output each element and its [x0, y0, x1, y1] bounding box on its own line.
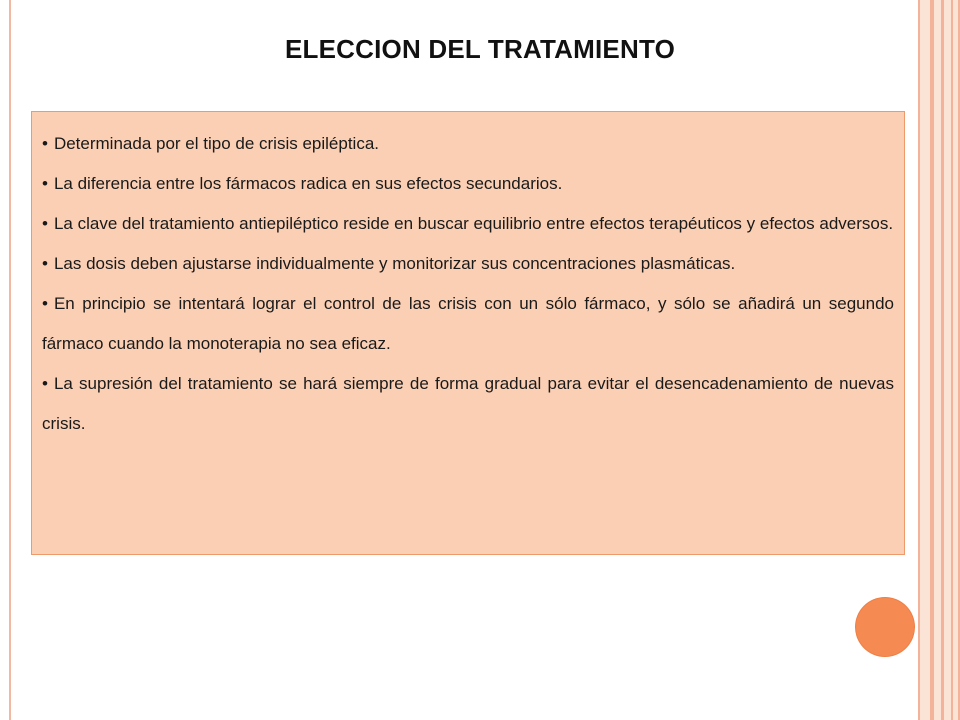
bullet-text: La supresión del tratamiento se hará siempre de forma gradual para evitar el desencadenamiento de nuevas crisis. — [42, 374, 894, 433]
left-border-line — [9, 0, 11, 720]
bullet-dot: • — [42, 134, 48, 153]
bullet-item — [42, 364, 894, 444]
bullet-dot: • — [42, 294, 48, 313]
right-decorative-band — [918, 0, 960, 720]
bullet-text: Las dosis deben ajustarse individualmente y monitorizar sus concentraciones plasmáticas. — [53, 254, 736, 273]
decorative-stripe — [930, 0, 934, 720]
slide-title: ELECCION DEL TRATAMIENTO — [285, 34, 675, 64]
bullet-text: La clave del tratamiento antiepiléptico reside en buscar equilibrio entre efectos terapéuticos y efectos adversos. — [53, 214, 894, 233]
bullet-item — [42, 284, 894, 364]
decorative-circle — [856, 598, 914, 656]
bullet-text: En principio se intentará lograr el control de las crisis con un sólo fármaco, y sólo se añadirá un segundo fármaco cuando la monoterapia no sea eficaz. — [42, 294, 894, 353]
bullet-item — [42, 244, 894, 284]
bullet-text: Determinada por el tipo de crisis epiléptica. — [53, 134, 380, 153]
decorative-stripe — [918, 0, 920, 720]
bullet-dot: • — [42, 374, 48, 393]
bullet-dot: • — [42, 174, 48, 193]
bullet-dot: • — [42, 254, 48, 273]
decorative-stripe — [941, 0, 944, 720]
bullet-dot: • — [42, 214, 48, 233]
content-box — [31, 111, 905, 555]
bullet-item — [42, 124, 894, 164]
bullet-item — [42, 164, 894, 204]
bullet-item — [42, 204, 894, 244]
bullet-list — [42, 124, 894, 444]
bullet-text: La diferencia entre los fármacos radica en sus efectos secundarios. — [53, 174, 563, 193]
decorative-stripe — [951, 0, 953, 720]
